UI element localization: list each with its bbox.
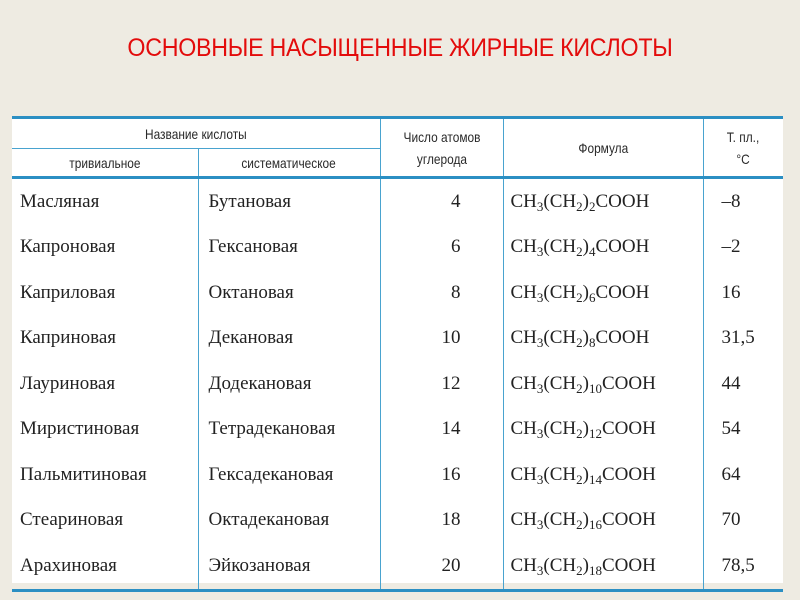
- trivial-name: Масляная: [20, 190, 100, 212]
- formula: $CH_3(CH_2)_6COOH$: [503, 270, 703, 316]
- trivial-name: Миристиновая: [20, 418, 140, 440]
- header-acid-name: Название кислоты: [12, 118, 380, 149]
- melting-point: 31,5: [703, 316, 783, 362]
- header-melting-point: Т. пл., °С: [703, 118, 783, 178]
- trivial-name: Пальмитиновая: [20, 463, 147, 485]
- carbon-count: 4: [380, 178, 503, 225]
- table-row: [12, 452, 783, 498]
- header-carbon-atoms: Число атомов углерода: [380, 118, 503, 178]
- systematic-name: Декановая: [198, 316, 380, 362]
- carbon-count: 10: [380, 316, 503, 362]
- trivial-name: Каприловая: [20, 281, 116, 303]
- melting-point: 64: [703, 452, 783, 498]
- header-row: [12, 118, 783, 149]
- table-row: [12, 225, 783, 271]
- carbon-count: 8: [380, 270, 503, 316]
- systematic-name: Эйкозановая: [198, 543, 380, 590]
- trivial-name: Капроновая: [20, 236, 116, 258]
- formula: $CH_3(CH_2)_2COOH$: [503, 178, 703, 225]
- table-row: [12, 316, 783, 362]
- trivial-name: Стеариновая: [20, 509, 124, 531]
- melting-point: 16: [703, 270, 783, 316]
- table-row: [12, 178, 783, 225]
- melting-point: –8: [703, 178, 783, 225]
- trivial-name: Арахиновая: [12, 543, 198, 590]
- header-formula: Формула: [503, 118, 703, 178]
- melting-point: 78,5: [703, 543, 783, 590]
- carbon-count: 14: [380, 407, 503, 453]
- header-trivial: тривиальное: [12, 149, 198, 178]
- systematic-name: Бутановая: [198, 178, 380, 225]
- carbon-count: 20: [380, 543, 503, 590]
- formula: $CH_3(CH_2)_{10}COOH$: [503, 361, 703, 407]
- carbon-count: 6: [380, 225, 503, 271]
- table-row: [12, 270, 783, 316]
- carbon-count: 12: [380, 361, 503, 407]
- formula: $CH_3(CH_2)_{18}COOH$: [503, 543, 703, 590]
- systematic-name: Тетрадекановая: [198, 407, 380, 453]
- systematic-name: Гексановая: [198, 225, 380, 271]
- melting-point: –2: [703, 225, 783, 271]
- formula: $CH_3(CH_2)_{12}COOH$: [503, 407, 703, 453]
- fatty-acids-table: [12, 116, 783, 592]
- trivial-name: Лауриновая: [20, 372, 116, 394]
- systematic-name: Октадекановая: [198, 498, 380, 544]
- table-row: [12, 498, 783, 544]
- formula: $CH_3(CH_2)_{16}COOH$: [503, 498, 703, 544]
- formula: $CH_3(CH_2)_{14}COOH$: [503, 452, 703, 498]
- systematic-name: Октановая: [198, 270, 380, 316]
- table-row: [12, 543, 783, 590]
- systematic-name: Гексадекановая: [198, 452, 380, 498]
- systematic-name: Додекановая: [198, 361, 380, 407]
- table-row: [12, 361, 783, 407]
- carbon-count: 16: [380, 452, 503, 498]
- formula: $CH_3(CH_2)_8COOH$: [503, 316, 703, 362]
- melting-point: 44: [703, 361, 783, 407]
- carbon-count: 18: [380, 498, 503, 544]
- trivial-name: Каприновая: [20, 327, 117, 349]
- fatty-acids-table-container: [12, 116, 783, 583]
- melting-point: 54: [703, 407, 783, 453]
- formula: $CH_3(CH_2)_4COOH$: [503, 225, 703, 271]
- page-title: ОСНОВНЫЕ НАСЫЩЕННЫЕ ЖИРНЫЕ КИСЛОТЫ: [127, 34, 673, 62]
- table-row: [12, 407, 783, 453]
- melting-point: 70: [703, 498, 783, 544]
- header-systematic: систематическое: [198, 149, 380, 178]
